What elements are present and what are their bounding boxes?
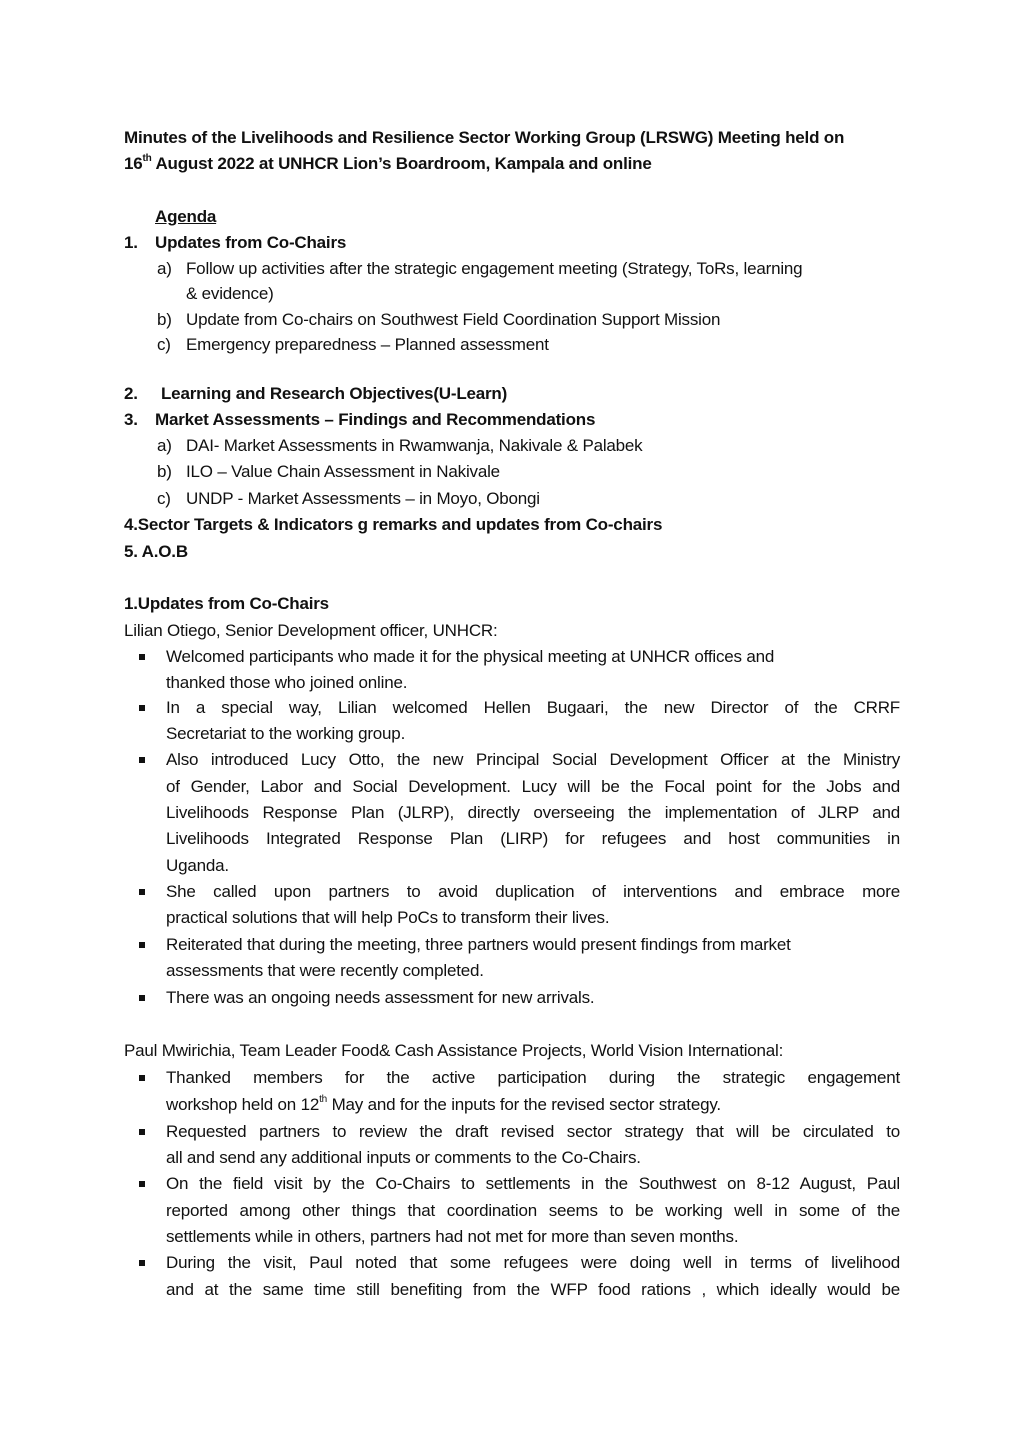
agenda-item2-number: 2. [124, 384, 138, 403]
s2-bullet1-superscript: th [319, 1094, 328, 1106]
bullet-icon [139, 1075, 145, 1081]
s2-bullet1-line2 [166, 1094, 721, 1116]
s1-bullet3-line2: of Gender, Labor and Social Development. Lucy will be the Focal point for the Jobs and [166, 777, 900, 796]
bullet-icon [139, 942, 145, 948]
document-title-line2 [124, 153, 652, 175]
s1-bullet6-line1: There was an ongoing needs assessment for new arrivals. [166, 988, 595, 1007]
speaker1-name: Lilian Otiego, Senior Development officer, UNHCR: [124, 621, 498, 640]
agenda-item1-sub-b-label: b) [157, 310, 172, 329]
s2-bullet2-line1: Requested partners to review the draft revised sector strategy that will be circulated to [166, 1122, 900, 1141]
agenda-item1-sub-a-line2: & evidence) [186, 284, 274, 303]
title-line2-text: August 2022 at UNHCR Lion’s Boardroom, Kampala and online [151, 154, 652, 173]
agenda-item5: 5. A.O.B [124, 542, 188, 561]
agenda-item3-sub-a-label: a) [157, 436, 172, 455]
title-date-superscript: th [142, 153, 152, 165]
s1-bullet4-line2: practical solutions that will help PoCs to transform their lives. [166, 908, 610, 927]
bullet-icon [139, 1260, 145, 1266]
bullet-icon [139, 995, 145, 1001]
agenda-item1-title: Updates from Co-Chairs [155, 233, 347, 252]
agenda-item1-sub-c-label: c) [157, 335, 171, 354]
agenda-item3-sub-b-label: b) [157, 462, 172, 481]
s2-bullet3-line2: reported among other things that coordination seems to be working well in some of the [166, 1201, 900, 1220]
agenda-item1-sub-a-label: a) [157, 259, 172, 278]
s1-bullet5-line1: Reiterated that during the meeting, three partners would present findings from market [166, 935, 791, 954]
agenda-item2-title: Learning and Research Objectives(U-Learn) [161, 384, 508, 403]
s1-bullet4-line1: She called upon partners to avoid duplication of interventions and embrace more [166, 882, 900, 901]
agenda-item1-sub-c-line1: Emergency preparedness – Planned assessment [186, 335, 549, 354]
agenda-item3-number: 3. [124, 410, 138, 429]
s2-bullet4-line2: and at the same time still benefiting from the WFP food rations , which ideally would be [166, 1280, 900, 1299]
bullet-icon [139, 757, 145, 763]
agenda-item3-title: Market Assessments – Findings and Recommendations [155, 410, 596, 429]
title-date-number: 16 [124, 154, 143, 173]
bullet-icon [139, 889, 145, 895]
bullet-icon [139, 1129, 145, 1135]
s1-bullet3-line1: Also introduced Lucy Otto, the new Principal Social Development Officer at the Ministry [166, 750, 900, 769]
agenda-item3-sub-c-label: c) [157, 489, 171, 508]
agenda-item1-number: 1. [124, 233, 138, 252]
s1-bullet1-line2: thanked those who joined online. [166, 673, 408, 692]
speaker2-name: Paul Mwirichia, Team Leader Food& Cash Assistance Projects, World Vision International: [124, 1041, 784, 1060]
s1-bullet3-line4: Livelihoods Integrated Response Plan (LIRP) for refugees and host communities in [166, 829, 900, 848]
agenda-heading: Agenda [155, 207, 217, 226]
agenda-item3-sub-a-line1: DAI- Market Assessments in Rwamwanja, Nakivale & Palabek [186, 436, 643, 455]
s1-bullet3-line3: Livelihoods Response Plan (JLRP), directly overseeing the implementation of JLRP and [166, 803, 900, 822]
s2-bullet2-line2: all and send any additional inputs or comments to the Co-Chairs. [166, 1148, 641, 1167]
agenda-item1-sub-a-line1: Follow up activities after the strategic engagement meeting (Strategy, ToRs, learning [186, 259, 803, 278]
s2-bullet1-line2-text: workshop held on 12 [166, 1095, 320, 1114]
agenda-item3-sub-b-line1: ILO – Value Chain Assessment in Nakivale [186, 462, 500, 481]
s2-bullet4-line1: During the visit, Paul noted that some refugees were doing well in terms of livelihood [166, 1253, 900, 1272]
section1-heading: 1.Updates from Co-Chairs [124, 594, 329, 613]
agenda-item1-sub-b-line1: Update from Co-chairs on Southwest Field Coordination Support Mission [186, 310, 721, 329]
agenda-item3-sub-c-line1: UNDP - Market Assessments – in Moyo, Obongi [186, 489, 540, 508]
s1-bullet2-line2: Secretariat to the working group. [166, 724, 406, 743]
s2-bullet1-line2-rest: May and for the inputs for the revised sector strategy. [327, 1095, 721, 1114]
bullet-icon [139, 705, 145, 711]
bullet-icon [139, 654, 145, 660]
s1-bullet3-line5: Uganda. [166, 856, 229, 875]
s2-bullet1-line1: Thanked members for the active participation during the strategic engagement [166, 1068, 900, 1087]
s1-bullet2-line1: In a special way, Lilian welcomed Hellen Bugaari, the new Director of the CRRF [166, 698, 900, 717]
s2-bullet3-line1: On the field visit by the Co-Chairs to settlements in the Southwest on 8-12 August, Paul [166, 1174, 900, 1193]
document-title-line1: Minutes of the Livelihoods and Resilience Sector Working Group (LRSWG) Meeting held on [124, 128, 845, 147]
bullet-icon [139, 1181, 145, 1187]
s1-bullet1-line1: Welcomed participants who made it for the physical meeting at UNHCR offices and [166, 647, 775, 666]
s2-bullet3-line3: settlements while in others, partners had not met for more than seven months. [166, 1227, 739, 1246]
agenda-item4: 4.Sector Targets & Indicators g remarks and updates from Co-chairs [124, 515, 663, 534]
s1-bullet5-line2: assessments that were recently completed. [166, 961, 484, 980]
